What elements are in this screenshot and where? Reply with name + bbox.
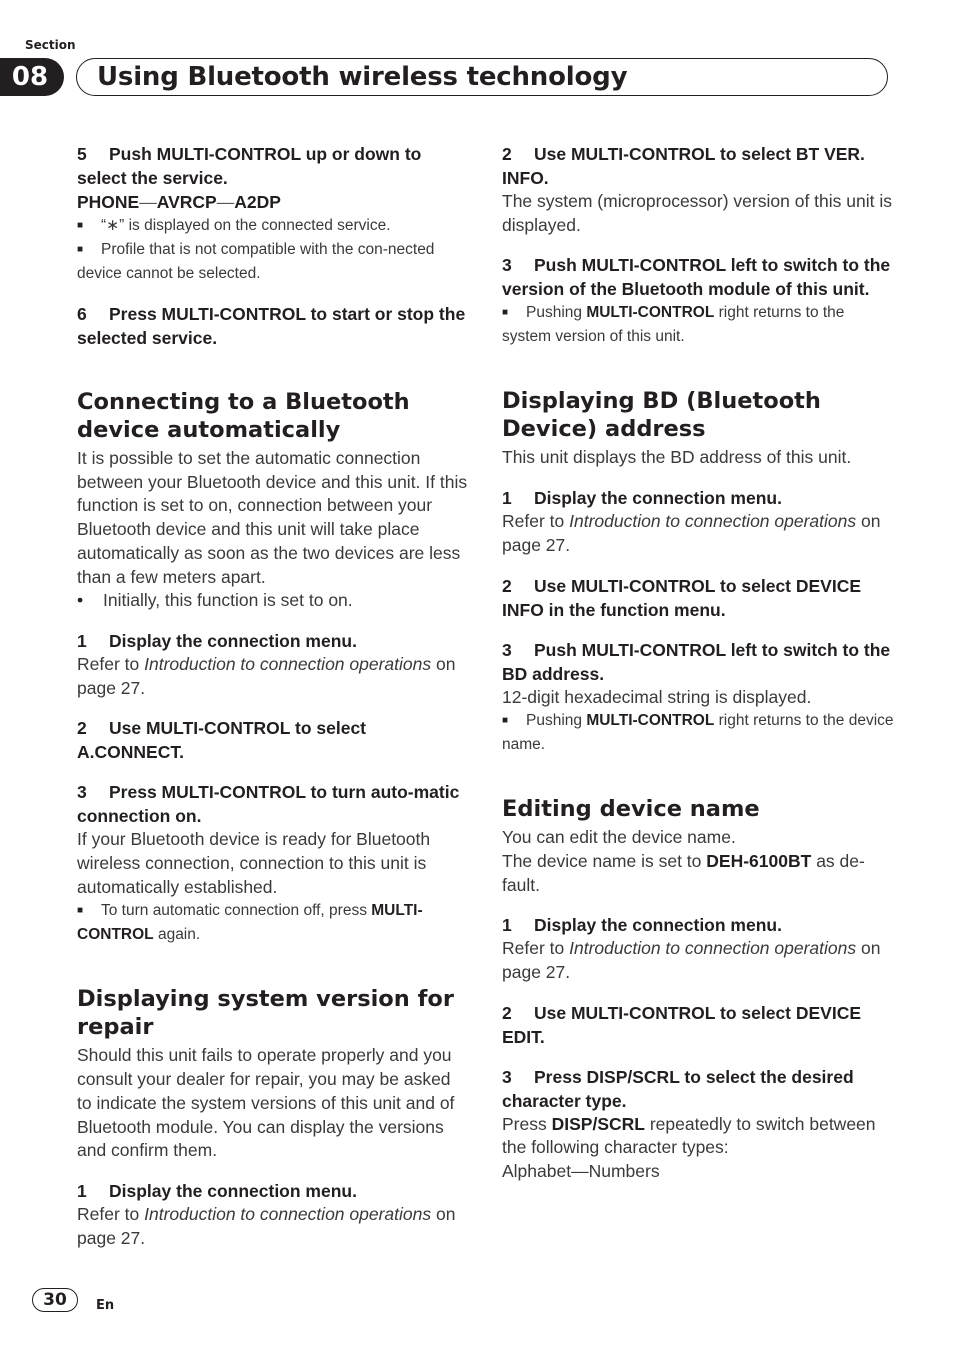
edit-step-2: 2 Use MULTI-CONTROL to select DEVICE EDIT. xyxy=(502,1002,862,1047)
system-version-body: Should this unit fails to operate properly and you consult your dealer for repair, you may be asked to indicate the system versions of this unit and of Bluetooth module. You can display the versions and confirm them. xyxy=(77,1045,455,1161)
auto-connect-bullet: • Initially, this function is set to on. xyxy=(77,589,469,613)
sys-step-3: 3 Push MULTI-CONTROL left to switch to the version of the Bluetooth module of this unit. xyxy=(502,255,891,300)
sys-step-2: 2 Use MULTI-CONTROL to select BT VER. INFO. xyxy=(502,144,865,188)
auto-step-2: 2 Use MULTI-CONTROL to select A.CONNECT. xyxy=(77,718,367,763)
language-label: En xyxy=(96,1298,115,1313)
edit-body-2: The device name is set to DEH-6100BT as de-fault. xyxy=(502,850,865,895)
note-connected-service: ■ “∗” is displayed on the connected service. xyxy=(77,214,469,238)
section-label: Section xyxy=(25,38,76,52)
sys-step-1-ref: Refer to Introduction to connection operations on page 27. xyxy=(77,1203,456,1248)
sys-step-1: 1 Display the connection menu. xyxy=(77,1180,357,1201)
left-column xyxy=(77,142,469,1250)
bd-step-1-ref: Refer to Introduction to connection operations on page 27. xyxy=(502,511,881,555)
note-profile: ■ Profile that is not compatible with the con-nected device cannot be selected. xyxy=(77,238,469,286)
link-intro-connection[interactable]: Introduction to connection operations xyxy=(569,938,857,959)
edit-body-1: You can edit the device name. xyxy=(502,827,736,848)
step-6: 6 Press MULTI-CONTROL to start or stop the selected service. xyxy=(77,304,466,348)
auto-step-1-ref: Refer to Introduction to connection operations on page 27. xyxy=(77,653,456,698)
heading-edit-device-name: Editing device name xyxy=(502,796,760,823)
auto-step-3-body: If your Bluetooth device is ready for Bluetooth wireless connection, connection to this unit is automatically established. xyxy=(77,829,431,897)
page-number: 30 xyxy=(32,1288,78,1312)
link-intro-connection[interactable]: Introduction to connection operations xyxy=(569,511,857,532)
bd-address-body: This unit displays the BD address of this unit. xyxy=(502,447,852,468)
section-number-badge: 08 xyxy=(0,58,64,96)
auto-step-3: 3 Press MULTI-CONTROL to turn auto-matic connection on. xyxy=(77,782,460,827)
service-sequence: PHONE—AVRCP—A2DP xyxy=(77,192,281,212)
edit-step-1-ref: Refer to Introduction to connection operations on page 27. xyxy=(502,938,881,983)
link-intro-connection[interactable]: Introduction to connection operations xyxy=(144,1203,432,1224)
bd-step-2: 2 Use MULTI-CONTROL to select DEVICE INFO in the function menu. xyxy=(502,575,862,620)
step-5: 5 Push MULTI-CONTROL up or down to select the service. xyxy=(77,144,422,188)
right-column xyxy=(502,142,894,1184)
heading-auto-connect: Connecting to a Bluetooth device automatically xyxy=(77,389,410,443)
heading-system-version: Displaying system version for repair xyxy=(77,986,454,1041)
heading-bd-address: Displaying BD (Bluetooth Device) address xyxy=(502,388,821,443)
bd-step-3-note: ■ Pushing MULTI-CONTROL right returns to the device name. xyxy=(502,709,894,757)
character-types: Alphabet—Numbers xyxy=(502,1161,660,1182)
sys-step-3-note: ■ Pushing MULTI-CONTROL right returns to the system version of this unit. xyxy=(502,301,894,349)
auto-step-1: 1 Display the connection menu. xyxy=(77,630,357,651)
link-intro-connection[interactable]: Introduction to connection operations xyxy=(144,653,432,674)
edit-step-1: 1 Display the connection menu. xyxy=(502,915,782,936)
page-title: Using Bluetooth wireless technology xyxy=(76,58,888,96)
bd-step-3-body: 12-digit hexadecimal string is displayed. xyxy=(502,686,812,707)
bd-step-3: 3 Push MULTI-CONTROL left to switch to the BD address. xyxy=(502,639,891,684)
edit-step-3-body: Press DISP/SCRL repeatedly to switch between the following character types: xyxy=(502,1113,876,1158)
edit-step-3: 3 Press DISP/SCRL to select the desired character type. xyxy=(502,1066,854,1111)
sys-step-2-body: The system (microprocessor) version of this unit is displayed. xyxy=(502,191,892,235)
auto-step-3-note: ■ To turn automatic connection off, press MULTI-CONTROL again. xyxy=(77,899,469,947)
auto-connect-body: It is possible to set the automatic connection between your Bluetooth device and this unit. If this function is set to on, connection between your Bluetooth device and this unit will take place automatically as soon as the two devices are less than a few meters apart. xyxy=(77,448,468,587)
bd-step-1: 1 Display the connection menu. xyxy=(502,488,782,509)
